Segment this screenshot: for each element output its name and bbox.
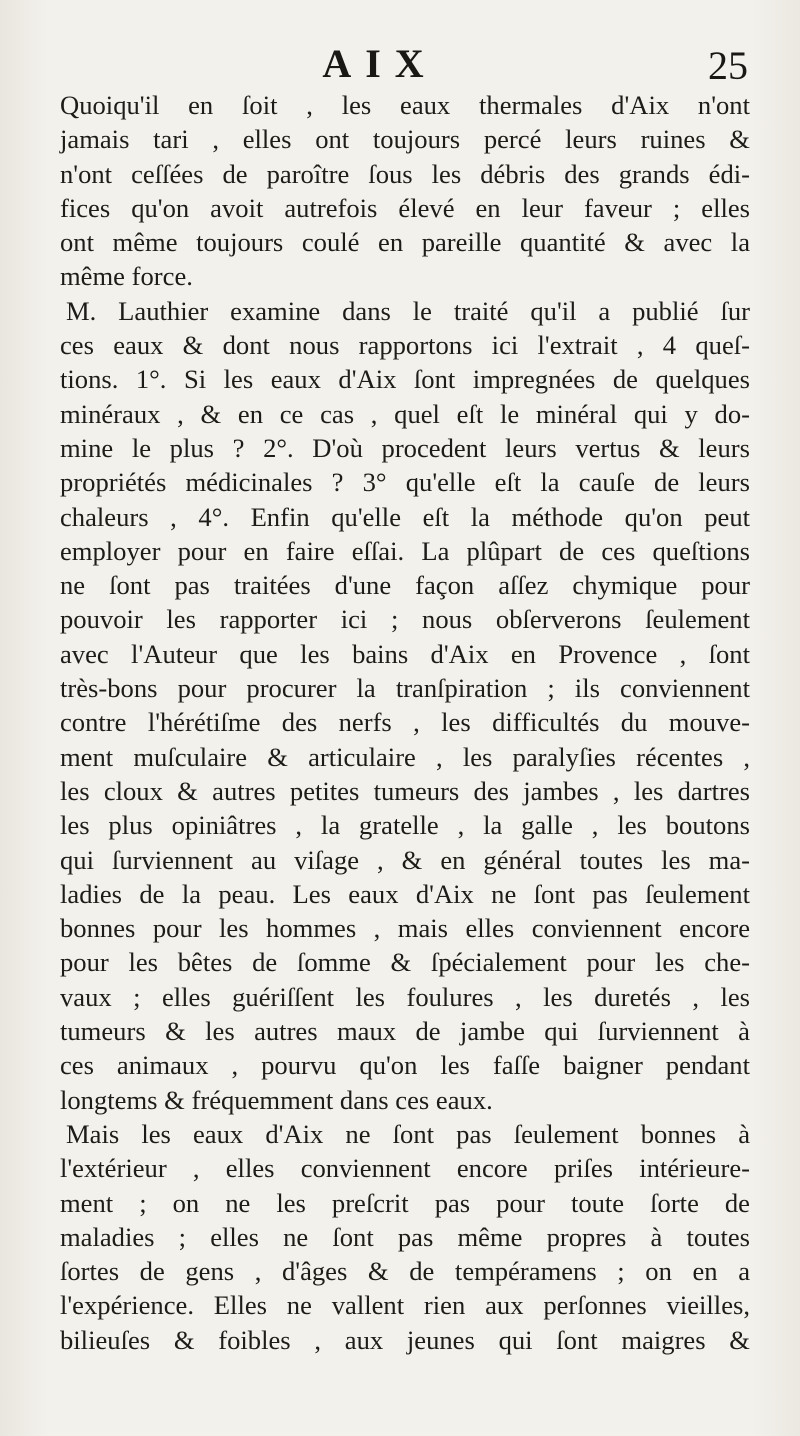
text-line: tumeurs & les autres maux de jambe qui ſurviennent à [60, 1016, 750, 1047]
text-line: pouvoir les rapporter ici ; nous obſerverons ſeulement [60, 604, 750, 635]
text-line: bilieuſes & foibles , aux jeunes qui ſont maigres & [60, 1324, 750, 1355]
text-line: ſortes de gens , d'âges & de tempéramens ; on en a [60, 1256, 750, 1287]
text-line: mine le plus ? 2°. D'où procedent leurs vertus & leurs [60, 432, 750, 463]
text-line: qui ſurviennent au viſage , & en général toutes les ma- [60, 844, 750, 875]
text-line: ont même toujours coulé en pareille quantité & avec la [60, 227, 750, 258]
text-line: vaux ; elles guériſſent les foulures , les duretés , les [60, 981, 750, 1012]
text-line: employer pour en faire eſſai. La plûpart de ces queſtions [60, 535, 750, 566]
text-line: fices qu'on avoit autrefois élevé en leur faveur ; elles [60, 192, 750, 223]
text-line: ces animaux , pourvu qu'on les faſſe baigner pendant [60, 1050, 750, 1081]
running-title: AIX [322, 41, 438, 86]
text-line: longtems & fréquemment dans ces eaux. [60, 1084, 493, 1115]
text-line: avec l'Auteur que les bains d'Aix en Provence , ſont [60, 638, 750, 669]
text-line: très-bons pour procurer la tranſpiration ; ils conviennent [60, 673, 750, 704]
text-line: n'ont ceſſées de paroître ſous les débris des grands édi- [60, 158, 750, 189]
body-text [60, 88, 750, 1357]
text-line: les plus opiniâtres , la gratelle , la galle , les boutons [60, 810, 750, 841]
text-line: l'expérience. Elles ne vallent rien aux perſonnes vieilles, [60, 1290, 750, 1321]
text-line: Mais les eaux d'Aix ne ſont pas ſeulement bonnes à [66, 1118, 750, 1149]
text-line: ne ſont pas traitées d'une façon aſſez chymique pour [60, 570, 750, 601]
text-line: minéraux , & en ce cas , quel eſt le minéral qui y do- [60, 398, 750, 429]
page-number: 25 [708, 43, 748, 88]
text-line: ladies de la peau. Les eaux d'Aix ne ſont pas ſeulement [60, 878, 750, 909]
text-line: M. Lauthier examine dans le traité qu'il a publié ſur [66, 295, 750, 326]
text-line: jamais tari , elles ont toujours percé leurs ruines & [60, 124, 750, 155]
text-line: tions. 1°. Si les eaux d'Aix ſont impregnées de quelques [60, 364, 750, 395]
text-line: l'extérieur , elles conviennent encore priſes intérieure- [60, 1153, 750, 1184]
page-header [0, 40, 800, 94]
text-line: propriétés médicinales ? 3° qu'elle eſt la cauſe de leurs [60, 467, 750, 498]
text-line: chaleurs , 4°. Enfin qu'elle eſt la méthode qu'on peut [60, 501, 750, 532]
text-line: ment ; on ne les preſcrit pas pour toute ſorte de [60, 1187, 750, 1218]
text-line: Quoiqu'il en ſoit , les eaux thermales d'Aix n'ont [60, 90, 750, 120]
text-line: bonnes pour les hommes , mais elles conviennent encore [60, 913, 750, 944]
text-line: maladies ; elles ne ſont pas même propres à toutes [60, 1221, 750, 1252]
text-line: contre l'hérétiſme des nerfs , les difficultés du mouve- [60, 707, 750, 738]
text-line: les cloux & autres petites tumeurs des jambes , les dartres [60, 775, 750, 806]
text-line: même force. [60, 261, 193, 292]
text-line: pour les bêtes de ſomme & ſpécialement pour les che- [60, 947, 750, 978]
text-line: ces eaux & dont nous rapportons ici l'extrait , 4 queſ- [60, 330, 750, 361]
text-line: ment muſculaire & articulaire , les paralyſies récentes , [60, 741, 750, 772]
